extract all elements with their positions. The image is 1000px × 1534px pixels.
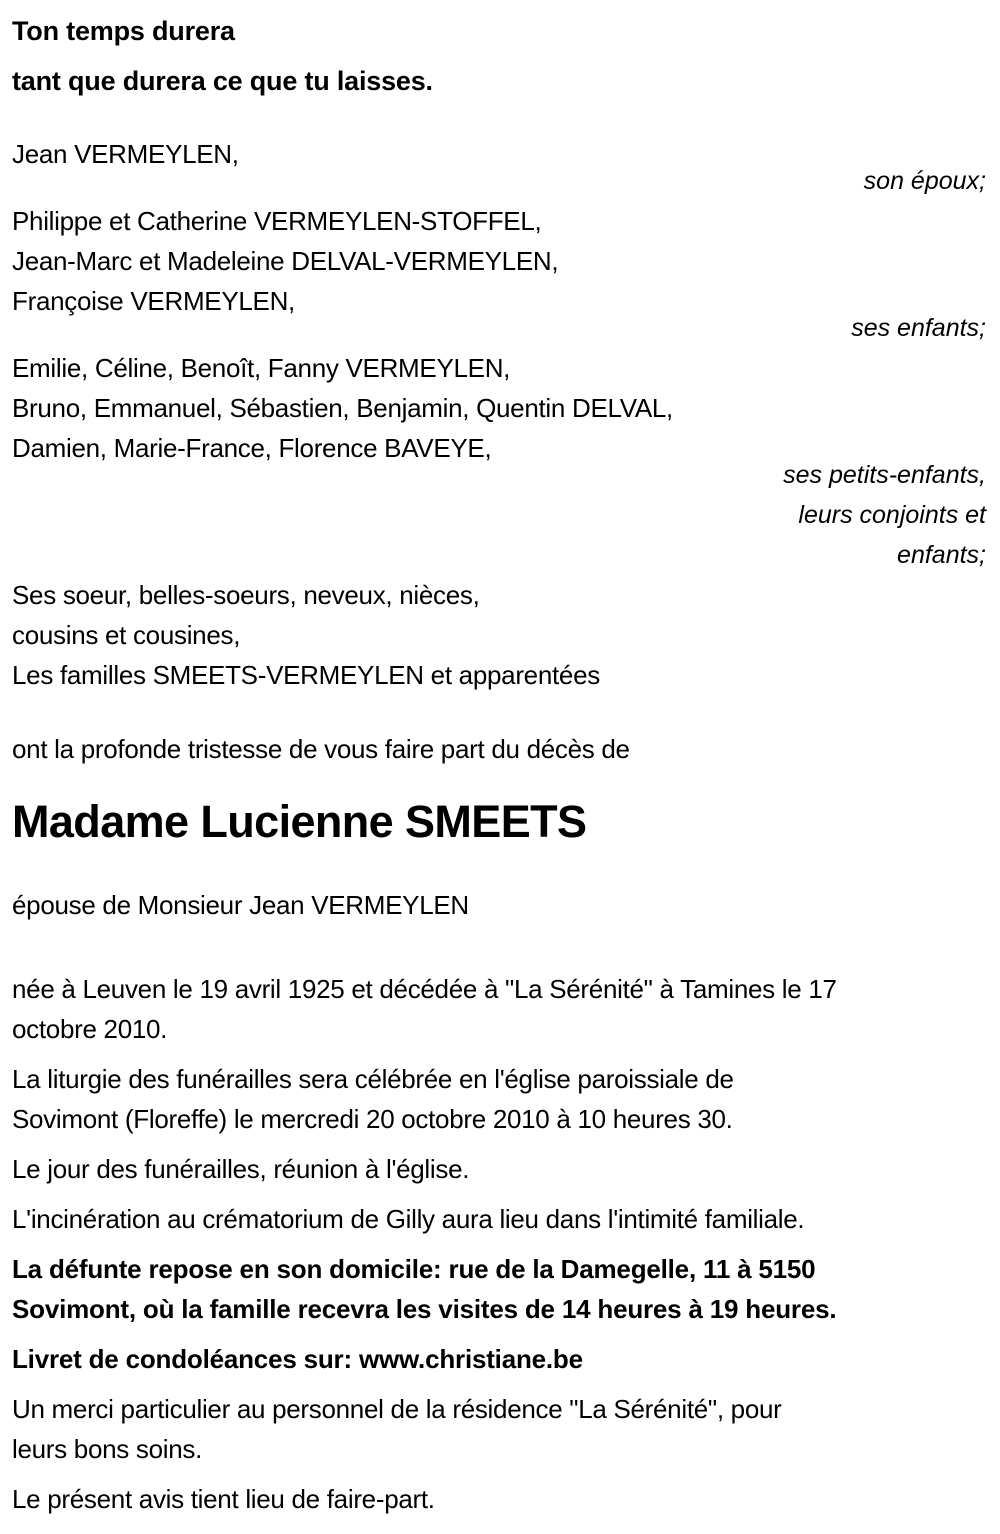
family-list <box>12 134 986 695</box>
quote-line-1: Ton temps durera <box>12 16 235 46</box>
family-member-line: Emilie, Céline, Benoît, Fanny VERMEYLEN, <box>12 353 511 383</box>
relation-tags <box>12 455 986 575</box>
paragraph-line: née à Leuven le 19 avril 1925 et décédée à "La Sérénité" à Tamines le 17 <box>12 974 837 1004</box>
deceased-name: Madame Lucienne SMEETS <box>12 796 587 847</box>
paragraph-line: octobre 2010. <box>12 1014 168 1044</box>
paragraph-line: Un merci particulier au personnel de la résidence "La Sérénité", pour <box>12 1394 782 1424</box>
family-group-grandchildren <box>12 348 986 575</box>
paragraph-line: Sovimont (Floreffe) le mercredi 20 octobre 2010 à 10 heures 30. <box>12 1104 733 1134</box>
relation-tag: ses petits-enfants, <box>783 461 986 489</box>
opening-quote <box>12 6 986 106</box>
family-member-line: Philippe et Catherine VERMEYLEN-STOFFEL, <box>12 206 542 236</box>
family-member-line: Jean VERMEYLEN, <box>12 139 239 169</box>
paragraph-line: Le jour des funérailles, réunion à l'église. <box>12 1154 470 1184</box>
paragraph-line: La liturgie des funérailles sera célébrée en l'église paroissiale de <box>12 1064 734 1094</box>
paragraph-liturgy <box>12 1059 986 1139</box>
quote-line-2: tant que durera ce que tu laisses. <box>12 66 433 96</box>
paragraph-condolences-website <box>12 1339 986 1379</box>
paragraph-thanks <box>12 1389 986 1469</box>
relation-tag: son époux; <box>863 167 986 195</box>
relation-tag: ses enfants; <box>851 314 986 342</box>
paragraph-visits <box>12 1249 986 1329</box>
announcement-intro: ont la profonde tristesse de vous faire part du décès de <box>12 734 630 764</box>
paragraph-line: Livret de condoléances sur: www.christiane.be <box>12 1344 583 1374</box>
paragraph-line: leurs bons soins. <box>12 1434 203 1464</box>
paragraph-birth-death <box>12 969 986 1049</box>
family-member-line: cousins et cousines, <box>12 620 241 650</box>
family-member-line: Ses soeur, belles-soeurs, neveux, nièces, <box>12 580 480 610</box>
paragraph-line: L'incinération au crématorium de Gilly aura lieu dans l'intimité familiale. <box>12 1204 805 1234</box>
paragraph-notice <box>12 1479 986 1519</box>
paragraph-cremation <box>12 1199 986 1239</box>
family-group-spouse <box>12 134 986 201</box>
family-group-extended <box>12 575 986 695</box>
spouse-line: épouse de Monsieur Jean VERMEYLEN <box>12 890 469 920</box>
paragraph-reunion <box>12 1149 986 1189</box>
paragraph-line: Le présent avis tient lieu de faire-part. <box>12 1484 435 1514</box>
family-member-line: Bruno, Emmanuel, Sébastien, Benjamin, Quentin DELVAL, <box>12 393 673 423</box>
family-member-line: Les familles SMEETS-VERMEYLEN et apparentées <box>12 660 600 690</box>
relation-tag: enfants; <box>897 541 986 569</box>
paragraph-line: Sovimont, où la famille recevra les visites de 14 heures à 19 heures. <box>12 1294 837 1324</box>
funeral-details <box>12 969 986 1519</box>
relation-tag: leurs conjoints et <box>798 501 986 529</box>
family-member-line: Jean-Marc et Madeleine DELVAL-VERMEYLEN, <box>12 246 559 276</box>
family-group-children <box>12 201 986 348</box>
family-member-line: Damien, Marie-France, Florence BAVEYE, <box>12 433 492 463</box>
family-member-line: Françoise VERMEYLEN, <box>12 286 295 316</box>
paragraph-line: La défunte repose en son domicile: rue de la Damegelle, 11 à 5150 <box>12 1254 816 1284</box>
